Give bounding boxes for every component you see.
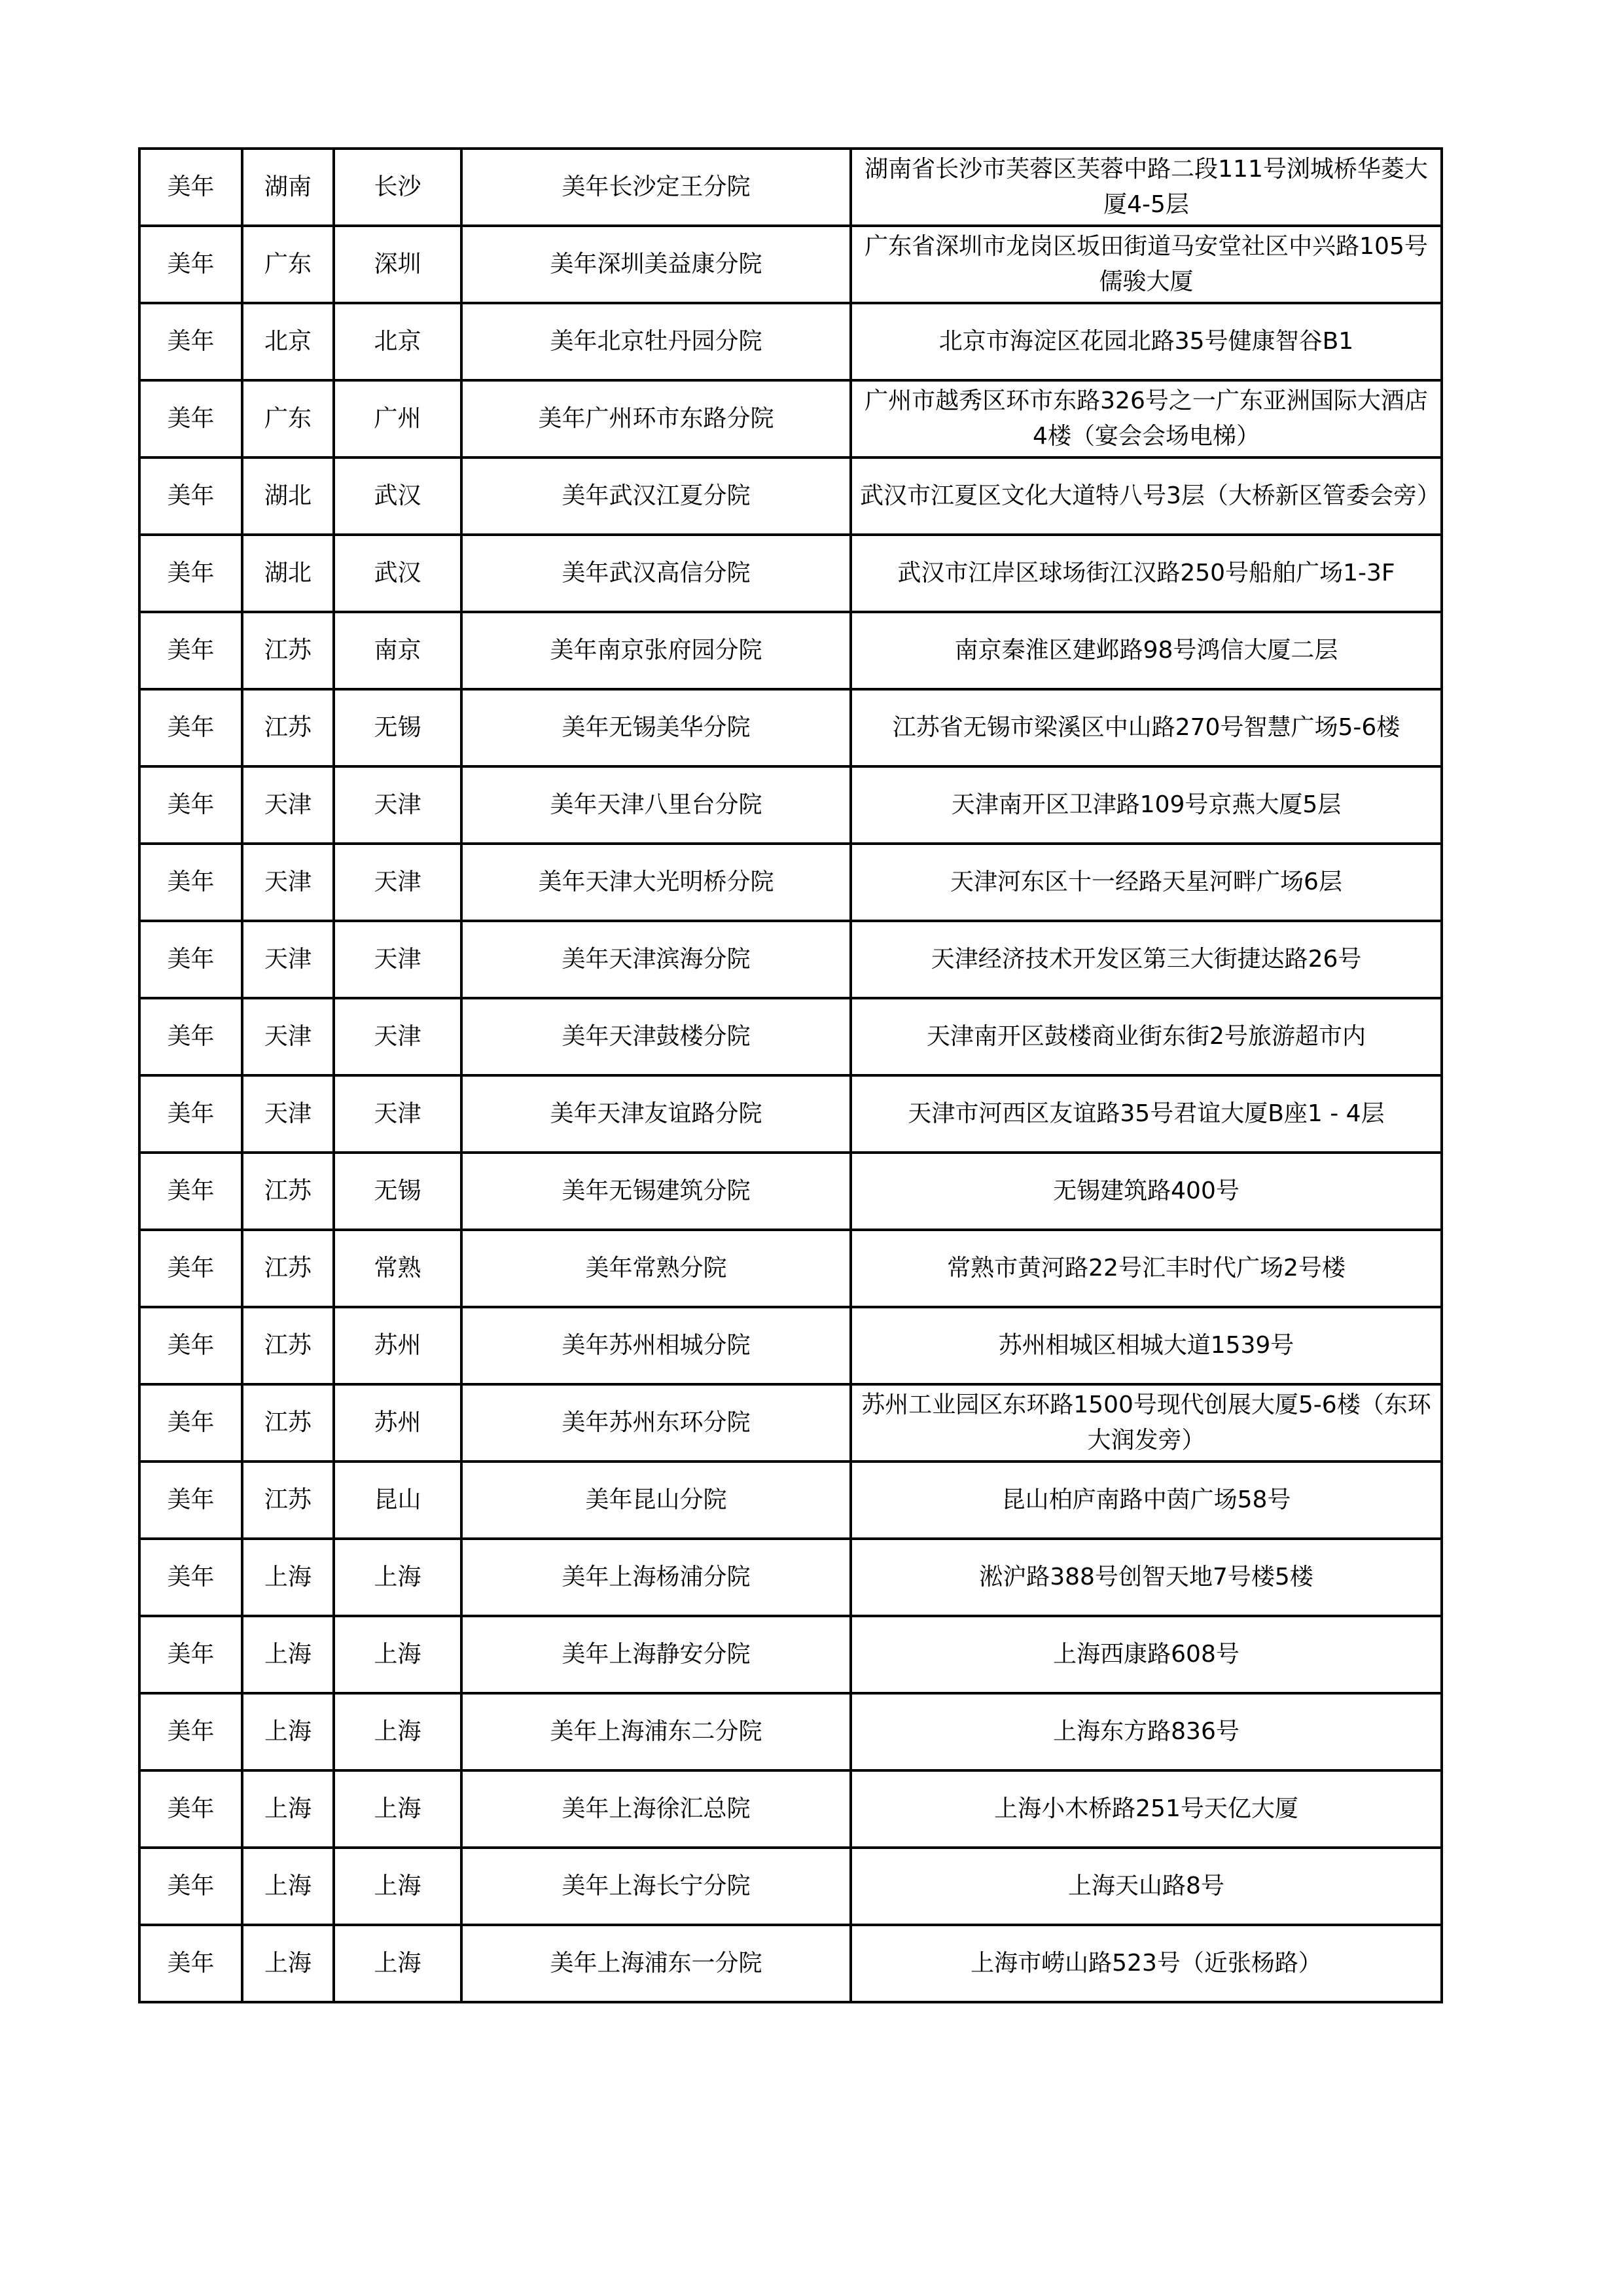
city-cell: 苏州 — [334, 1307, 461, 1384]
table-row — [139, 457, 1442, 535]
city-cell: 深圳 — [334, 226, 461, 303]
brand-cell: 美年 — [139, 303, 242, 380]
table-row — [139, 1153, 1442, 1230]
branch-name-cell: 美年天津滨海分院 — [461, 921, 851, 998]
city-cell: 上海 — [334, 1616, 461, 1693]
brand-cell: 美年 — [139, 1462, 242, 1539]
table-row — [139, 921, 1442, 998]
address-cell: 淞沪路388号创智天地7号楼5楼 — [851, 1539, 1442, 1616]
address-cell: 天津市河西区友谊路35号君谊大厦B座1 - 4层 — [851, 1075, 1442, 1153]
city-cell: 无锡 — [334, 1153, 461, 1230]
branch-name-cell: 美年武汉高信分院 — [461, 535, 851, 612]
province-cell: 湖南 — [242, 149, 334, 226]
brand-cell: 美年 — [139, 1616, 242, 1693]
brand-cell: 美年 — [139, 1539, 242, 1616]
table-row — [139, 1307, 1442, 1384]
address-cell: 武汉市江岸区球场街江汉路250号船舶广场1-3F — [851, 535, 1442, 612]
table-row — [139, 998, 1442, 1075]
brand-cell: 美年 — [139, 844, 242, 921]
table-row — [139, 1384, 1442, 1462]
address-cell: 上海东方路836号 — [851, 1693, 1442, 1770]
branch-name-cell: 美年武汉江夏分院 — [461, 457, 851, 535]
province-cell: 江苏 — [242, 1230, 334, 1307]
address-cell: 上海天山路8号 — [851, 1848, 1442, 1925]
branch-name-cell: 美年上海浦东一分院 — [461, 1925, 851, 2002]
city-cell: 天津 — [334, 844, 461, 921]
table-row — [139, 149, 1442, 226]
city-cell: 天津 — [334, 921, 461, 998]
brand-cell: 美年 — [139, 1693, 242, 1770]
table-row — [139, 1693, 1442, 1770]
address-cell: 无锡建筑路400号 — [851, 1153, 1442, 1230]
table-row — [139, 380, 1442, 457]
branch-name-cell: 美年北京牡丹园分院 — [461, 303, 851, 380]
address-cell: 苏州相城区相城大道1539号 — [851, 1307, 1442, 1384]
table-row — [139, 303, 1442, 380]
city-cell: 苏州 — [334, 1384, 461, 1462]
address-cell: 北京市海淀区花园北路35号健康智谷B1 — [851, 303, 1442, 380]
brand-cell: 美年 — [139, 1075, 242, 1153]
table-row — [139, 226, 1442, 303]
province-cell: 江苏 — [242, 689, 334, 766]
brand-cell: 美年 — [139, 1848, 242, 1925]
address-cell: 天津河东区十一经路天星河畔广场6层 — [851, 844, 1442, 921]
city-cell: 上海 — [334, 1925, 461, 2002]
table-row — [139, 1848, 1442, 1925]
city-cell: 上海 — [334, 1848, 461, 1925]
brand-cell: 美年 — [139, 1384, 242, 1462]
province-cell: 天津 — [242, 1075, 334, 1153]
address-cell: 广东省深圳市龙岗区坂田街道马安堂社区中兴路105号儒骏大厦 — [851, 226, 1442, 303]
branch-name-cell: 美年昆山分院 — [461, 1462, 851, 1539]
province-cell: 上海 — [242, 1848, 334, 1925]
address-cell: 湖南省长沙市芙蓉区芙蓉中路二段111号浏城桥华菱大厦4-5层 — [851, 149, 1442, 226]
brand-cell: 美年 — [139, 535, 242, 612]
table-row — [139, 689, 1442, 766]
address-cell: 江苏省无锡市梁溪区中山路270号智慧广场5-6楼 — [851, 689, 1442, 766]
address-cell: 上海市崂山路523号（近张杨路） — [851, 1925, 1442, 2002]
brand-cell: 美年 — [139, 921, 242, 998]
brand-cell: 美年 — [139, 1307, 242, 1384]
brand-cell: 美年 — [139, 457, 242, 535]
province-cell: 上海 — [242, 1693, 334, 1770]
province-cell: 天津 — [242, 766, 334, 844]
branch-name-cell: 美年上海杨浦分院 — [461, 1539, 851, 1616]
brand-cell: 美年 — [139, 226, 242, 303]
province-cell: 天津 — [242, 844, 334, 921]
city-cell: 上海 — [334, 1539, 461, 1616]
table-row — [139, 1075, 1442, 1153]
branch-name-cell: 美年常熟分院 — [461, 1230, 851, 1307]
branch-name-cell: 美年天津鼓楼分院 — [461, 998, 851, 1075]
table-row — [139, 1539, 1442, 1616]
address-cell: 南京秦淮区建邺路98号鸿信大厦二层 — [851, 612, 1442, 689]
branch-name-cell: 美年天津大光明桥分院 — [461, 844, 851, 921]
brand-cell: 美年 — [139, 149, 242, 226]
branch-name-cell: 美年南京张府园分院 — [461, 612, 851, 689]
brand-cell: 美年 — [139, 1153, 242, 1230]
address-cell: 上海小木桥路251号天亿大厦 — [851, 1770, 1442, 1848]
province-cell: 上海 — [242, 1616, 334, 1693]
table-row — [139, 766, 1442, 844]
province-cell: 天津 — [242, 998, 334, 1075]
brand-cell: 美年 — [139, 998, 242, 1075]
table-row — [139, 1925, 1442, 2002]
address-cell: 天津南开区卫津路109号京燕大厦5层 — [851, 766, 1442, 844]
brand-cell: 美年 — [139, 689, 242, 766]
province-cell: 江苏 — [242, 1307, 334, 1384]
table-row — [139, 612, 1442, 689]
province-cell: 江苏 — [242, 612, 334, 689]
table-row — [139, 1462, 1442, 1539]
province-cell: 江苏 — [242, 1384, 334, 1462]
city-cell: 天津 — [334, 766, 461, 844]
branch-name-cell: 美年深圳美益康分院 — [461, 226, 851, 303]
province-cell: 北京 — [242, 303, 334, 380]
table-row — [139, 844, 1442, 921]
province-cell: 广东 — [242, 226, 334, 303]
province-cell: 江苏 — [242, 1462, 334, 1539]
branch-name-cell: 美年苏州东环分院 — [461, 1384, 851, 1462]
branch-name-cell: 美年无锡美华分院 — [461, 689, 851, 766]
brand-cell: 美年 — [139, 1925, 242, 2002]
city-cell: 昆山 — [334, 1462, 461, 1539]
branch-name-cell: 美年苏州相城分院 — [461, 1307, 851, 1384]
branch-name-cell: 美年天津友谊路分院 — [461, 1075, 851, 1153]
branch-name-cell: 美年上海浦东二分院 — [461, 1693, 851, 1770]
brand-cell: 美年 — [139, 1230, 242, 1307]
brand-cell: 美年 — [139, 766, 242, 844]
address-cell: 天津经济技术开发区第三大街捷达路26号 — [851, 921, 1442, 998]
province-cell: 湖北 — [242, 457, 334, 535]
city-cell: 武汉 — [334, 457, 461, 535]
city-cell: 天津 — [334, 1075, 461, 1153]
city-cell: 上海 — [334, 1770, 461, 1848]
address-cell: 广州市越秀区环市东路326号之一广东亚洲国际大酒店4楼（宴会会场电梯） — [851, 380, 1442, 457]
branch-name-cell: 美年上海静安分院 — [461, 1616, 851, 1693]
city-cell: 北京 — [334, 303, 461, 380]
province-cell: 天津 — [242, 921, 334, 998]
branch-table-body — [139, 149, 1442, 2002]
city-cell: 无锡 — [334, 689, 461, 766]
branch-name-cell: 美年无锡建筑分院 — [461, 1153, 851, 1230]
province-cell: 湖北 — [242, 535, 334, 612]
address-cell: 天津南开区鼓楼商业街东街2号旅游超市内 — [851, 998, 1442, 1075]
address-cell: 昆山柏庐南路中茵广场58号 — [851, 1462, 1442, 1539]
city-cell: 上海 — [334, 1693, 461, 1770]
province-cell: 上海 — [242, 1770, 334, 1848]
city-cell: 长沙 — [334, 149, 461, 226]
city-cell: 武汉 — [334, 535, 461, 612]
branch-table — [138, 147, 1443, 2003]
branch-name-cell: 美年上海徐汇总院 — [461, 1770, 851, 1848]
province-cell: 江苏 — [242, 1153, 334, 1230]
city-cell: 天津 — [334, 998, 461, 1075]
province-cell: 上海 — [242, 1925, 334, 2002]
brand-cell: 美年 — [139, 1770, 242, 1848]
city-cell: 广州 — [334, 380, 461, 457]
table-row — [139, 1616, 1442, 1693]
branch-name-cell: 美年上海长宁分院 — [461, 1848, 851, 1925]
address-cell: 上海西康路608号 — [851, 1616, 1442, 1693]
brand-cell: 美年 — [139, 612, 242, 689]
province-cell: 广东 — [242, 380, 334, 457]
branch-name-cell: 美年广州环市东路分院 — [461, 380, 851, 457]
address-cell: 苏州工业园区东环路1500号现代创展大厦5-6楼（东环大润发旁） — [851, 1384, 1442, 1462]
city-cell: 南京 — [334, 612, 461, 689]
brand-cell: 美年 — [139, 380, 242, 457]
table-row — [139, 1230, 1442, 1307]
table-row — [139, 1770, 1442, 1848]
table-row — [139, 535, 1442, 612]
branch-name-cell: 美年天津八里台分院 — [461, 766, 851, 844]
address-cell: 常熟市黄河路22号汇丰时代广场2号楼 — [851, 1230, 1442, 1307]
address-cell: 武汉市江夏区文化大道特八号3层（大桥新区管委会旁） — [851, 457, 1442, 535]
branch-name-cell: 美年长沙定王分院 — [461, 149, 851, 226]
province-cell: 上海 — [242, 1539, 334, 1616]
city-cell: 常熟 — [334, 1230, 461, 1307]
